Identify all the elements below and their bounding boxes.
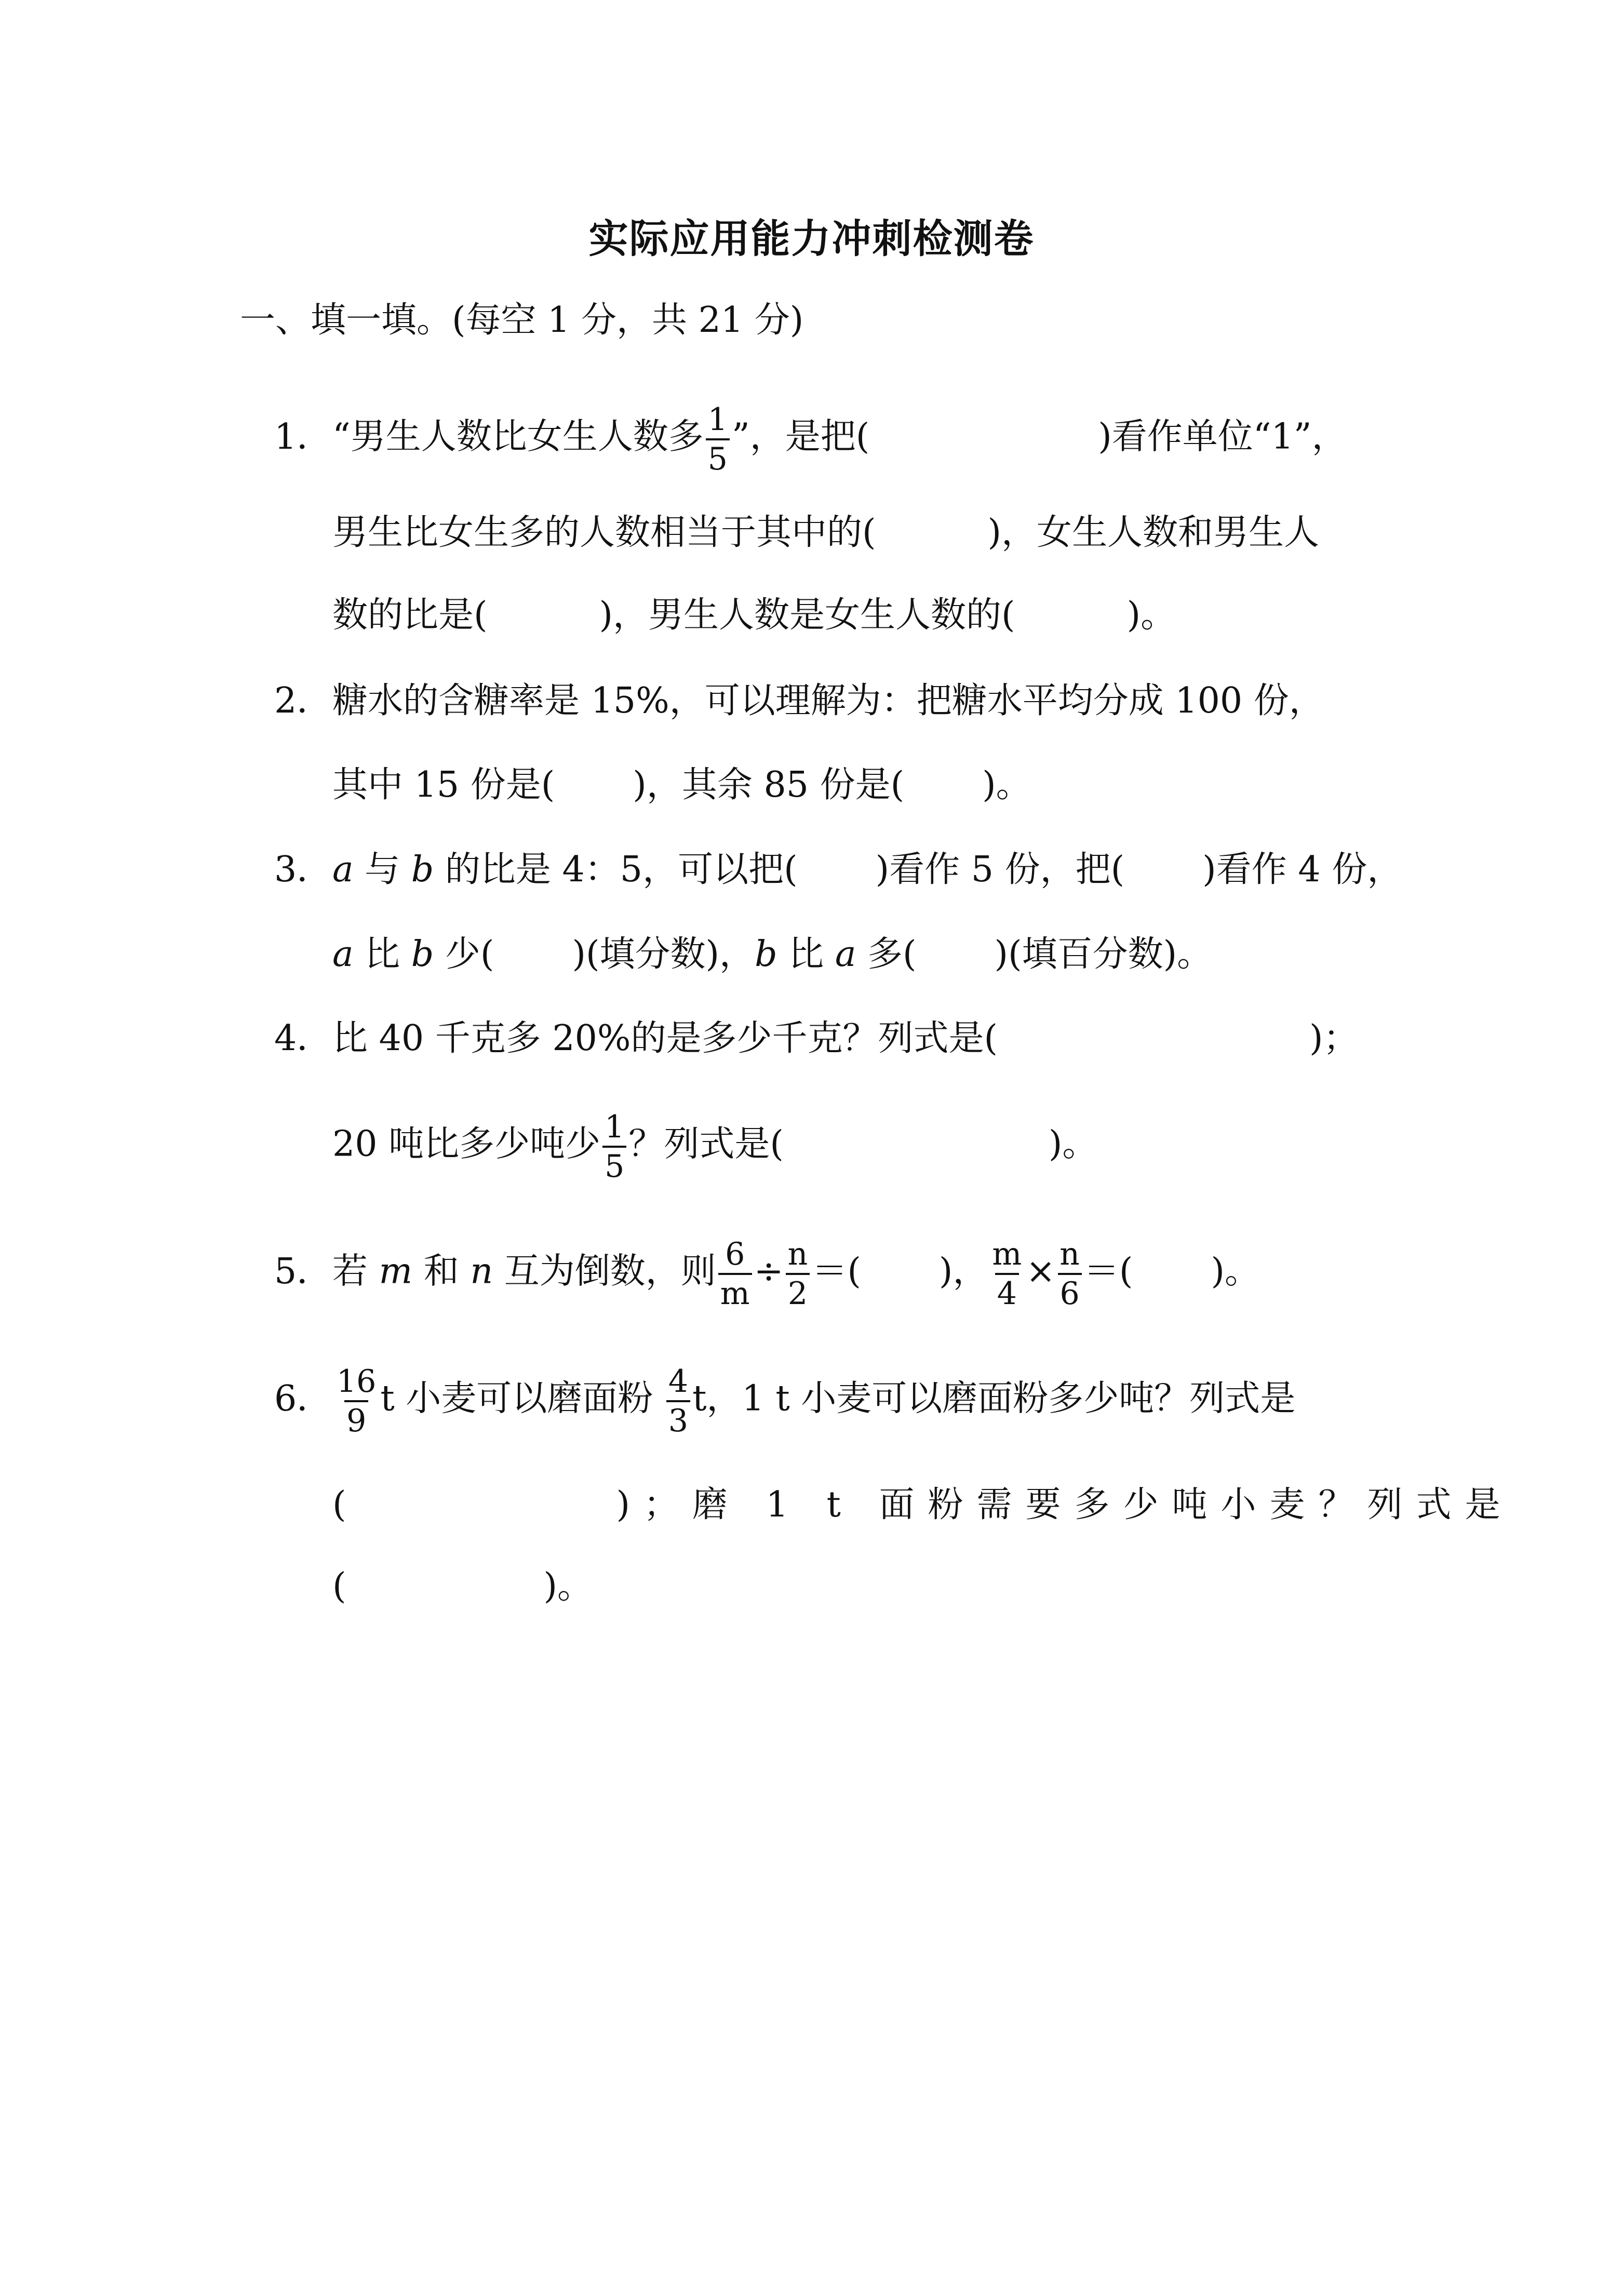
question-text: ＝( bbox=[812, 1251, 861, 1292]
question-number: 2． bbox=[274, 680, 332, 721]
question-text: 多( bbox=[856, 934, 917, 975]
question-6-line-1 bbox=[274, 1363, 1296, 1439]
question-text: 和 bbox=[412, 1251, 471, 1292]
question-text: 少( bbox=[434, 934, 494, 975]
variable-a: a bbox=[835, 934, 856, 975]
question-1-line-2 bbox=[332, 504, 1319, 561]
fraction-denominator: 2 bbox=[786, 1273, 810, 1309]
question-text: 糖水的含糖率是 15%，可以理解为：把糖水平均分成 100 份， bbox=[332, 680, 1324, 721]
question-1-line-1 bbox=[274, 401, 1347, 477]
question-text: )；磨 1 t 面粉需要多少吨小麦？列式是 bbox=[616, 1484, 1514, 1525]
question-text: ”，是把( bbox=[731, 416, 870, 458]
fraction bbox=[666, 1363, 690, 1439]
question-text: “男生人数比女生人数多 bbox=[332, 416, 704, 458]
section-number: 一、 bbox=[240, 300, 311, 341]
question-text: 与 bbox=[353, 849, 411, 890]
question-text: )，其余 85 份是( bbox=[633, 764, 905, 805]
question-text: ( bbox=[332, 1566, 346, 1607]
question-text: 若 bbox=[332, 1251, 379, 1292]
question-text: 比 bbox=[353, 934, 411, 975]
fraction bbox=[334, 1363, 378, 1439]
question-number: 1． bbox=[274, 416, 332, 458]
question-number: 6． bbox=[274, 1378, 332, 1419]
question-2-line-1 bbox=[274, 673, 1324, 730]
question-4-line-1 bbox=[274, 1010, 1359, 1067]
question-text: )。 bbox=[1048, 1123, 1098, 1165]
fraction-denominator: 4 bbox=[995, 1273, 1019, 1309]
question-6-line-3 bbox=[332, 1558, 593, 1615]
section-heading bbox=[240, 292, 803, 349]
fraction bbox=[602, 1109, 626, 1185]
fraction bbox=[706, 401, 730, 477]
divide-sign: ÷ bbox=[754, 1251, 784, 1292]
question-6-line-2 bbox=[332, 1476, 1514, 1534]
fraction-numerator: m bbox=[992, 1236, 1022, 1272]
question-text: )(填百分数)。 bbox=[994, 934, 1213, 975]
fraction-numerator: n bbox=[787, 1236, 808, 1272]
question-text: )看作 5 份，把( bbox=[875, 849, 1125, 890]
question-text: 20 吨比多少吨少 bbox=[332, 1123, 601, 1165]
question-text: t，1 t 小麦可以磨面粉多少吨？列式是 bbox=[692, 1378, 1296, 1419]
question-3-line-1 bbox=[274, 841, 1402, 898]
question-text: )看作 4 份， bbox=[1202, 849, 1403, 890]
section-text: 填一填。(每空 1 分，共 21 分) bbox=[311, 300, 804, 341]
variable-n: n bbox=[470, 1251, 493, 1292]
question-text: )(填分数)， bbox=[572, 934, 755, 975]
question-text: 比 40 千克多 20%的是多少千克？列式是( bbox=[332, 1018, 998, 1059]
question-text: )，男生人数是女生人数的( bbox=[599, 595, 1015, 636]
question-text: 比 bbox=[777, 934, 835, 975]
question-text: ？列式是( bbox=[628, 1123, 784, 1165]
question-text: 男生比女生多的人数相当于其中的( bbox=[332, 512, 876, 553]
question-text: 互为倒数，则 bbox=[493, 1251, 716, 1292]
question-text: )。 bbox=[1211, 1251, 1260, 1292]
fraction-denominator: 6 bbox=[1058, 1273, 1082, 1309]
question-text: 其中 15 份是( bbox=[332, 764, 555, 805]
question-text: t 小麦可以磨面粉 bbox=[380, 1378, 664, 1419]
fraction bbox=[718, 1236, 752, 1312]
question-text: )看作单位“1”， bbox=[1098, 416, 1347, 458]
question-text: 的比是 4：5，可以把( bbox=[434, 849, 798, 890]
question-number: 4． bbox=[274, 1018, 332, 1059]
question-text: 数的比是( bbox=[332, 595, 488, 636]
fraction-denominator: 5 bbox=[602, 1146, 626, 1182]
question-4-line-2 bbox=[332, 1109, 1098, 1185]
fraction bbox=[990, 1236, 1024, 1312]
fraction-denominator: m bbox=[718, 1273, 752, 1309]
fraction-numerator: n bbox=[1059, 1236, 1080, 1272]
fraction-numerator: 16 bbox=[337, 1363, 377, 1400]
question-text: ＝( bbox=[1083, 1251, 1133, 1292]
multiply-sign: × bbox=[1026, 1251, 1056, 1292]
variable-a: a bbox=[332, 934, 354, 975]
fraction-numerator: 6 bbox=[725, 1236, 745, 1272]
question-5-line-1 bbox=[274, 1236, 1260, 1312]
variable-m: m bbox=[379, 1251, 413, 1292]
fraction-denominator: 3 bbox=[666, 1400, 690, 1436]
variable-a: a bbox=[332, 849, 354, 890]
variable-b: b bbox=[755, 934, 777, 975]
question-2-line-2 bbox=[332, 757, 1031, 814]
question-number: 3． bbox=[274, 849, 332, 890]
fraction-numerator: 4 bbox=[668, 1363, 689, 1400]
fraction-numerator: 1 bbox=[605, 1109, 625, 1145]
fraction bbox=[1057, 1236, 1082, 1312]
question-1-line-3 bbox=[332, 587, 1176, 644]
question-text: )，女生人数和男生人 bbox=[987, 512, 1320, 553]
question-3-line-2 bbox=[332, 926, 1212, 983]
page-title: 实际应用能力冲刺检测卷 bbox=[588, 216, 1035, 262]
question-text: )， bbox=[938, 1251, 988, 1292]
variable-b: b bbox=[411, 934, 434, 975]
question-text: )。 bbox=[1126, 595, 1176, 636]
fraction-denominator: 9 bbox=[344, 1400, 368, 1436]
fraction bbox=[786, 1236, 810, 1312]
variable-b: b bbox=[411, 849, 434, 890]
fraction-denominator: 5 bbox=[706, 438, 730, 475]
question-text: )； bbox=[1309, 1018, 1359, 1059]
question-text: )。 bbox=[982, 764, 1031, 805]
fraction-numerator: 1 bbox=[707, 401, 728, 438]
question-text: )。 bbox=[543, 1566, 593, 1607]
question-text: ( bbox=[332, 1484, 346, 1525]
question-number: 5． bbox=[274, 1251, 332, 1292]
